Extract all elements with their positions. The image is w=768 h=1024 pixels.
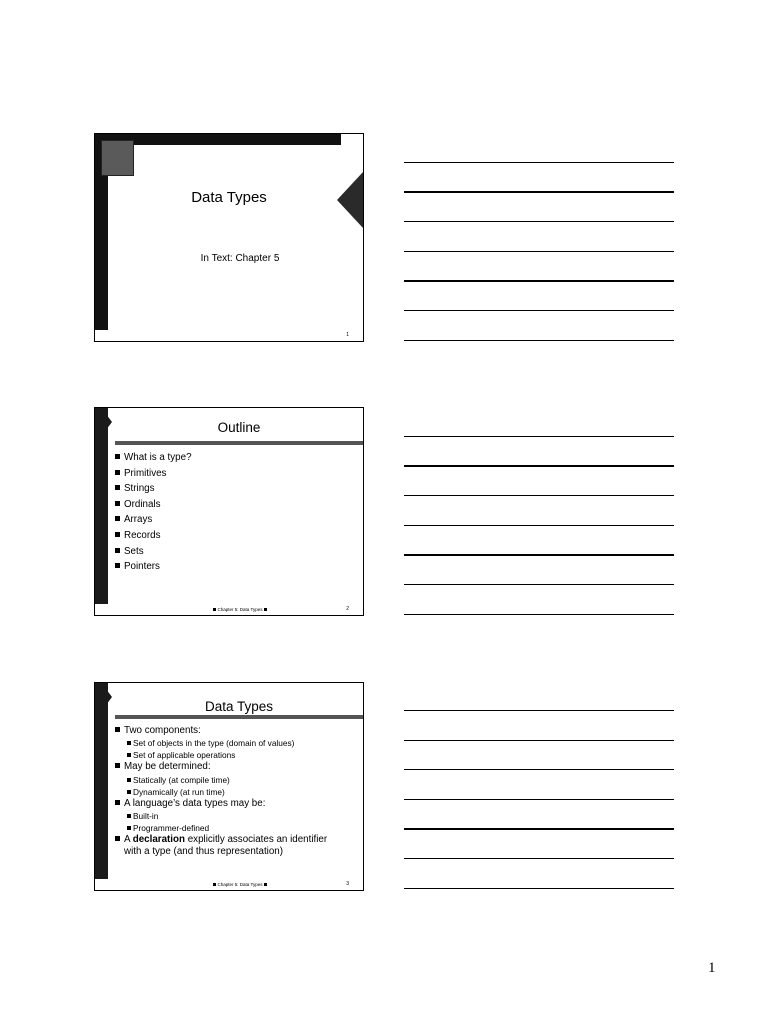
footer-bullet-icon — [264, 883, 267, 886]
bullet-icon — [115, 548, 120, 553]
list-item-continuation: with a type (and thus representation) — [124, 846, 284, 858]
bullet-icon — [127, 814, 131, 818]
list-item: Arrays — [115, 512, 192, 528]
list-item: Ordinals — [115, 497, 192, 513]
note-line — [404, 436, 674, 437]
slide-3-left-stripe — [95, 683, 108, 879]
bullet-icon — [115, 485, 120, 490]
declaration-term: declaration — [132, 833, 185, 845]
list-item: Strings — [115, 481, 192, 497]
slide-2-title: Outline — [217, 420, 261, 435]
bullet-icon — [115, 516, 120, 521]
note-line — [404, 799, 674, 800]
bullet-icon — [127, 826, 131, 830]
slide-3-title: Data Types — [204, 699, 274, 714]
list-item: May be determined: — [115, 761, 327, 773]
bullet-icon — [115, 454, 120, 459]
slide-1-subtitle: In Text: Chapter 5 — [200, 253, 280, 264]
bullet-icon — [115, 763, 120, 768]
note-line — [404, 191, 674, 193]
sub-list-item: Statically (at compile time) — [115, 774, 327, 786]
footer-bullet-icon — [213, 608, 216, 611]
slide-1-corner-square — [101, 140, 134, 176]
sub-list-item: Dynamically (at run time) — [115, 786, 327, 798]
page-number: 1 — [708, 960, 716, 976]
note-line — [404, 495, 674, 496]
note-line — [404, 740, 674, 741]
list-item: What is a type? — [115, 450, 192, 466]
note-line — [404, 710, 674, 711]
bullet-icon — [115, 563, 120, 568]
list-item: A declaration explicitly associates an identifier — [115, 834, 327, 846]
slide-3-bullet-list — [115, 725, 327, 858]
list-item: Primitives — [115, 466, 192, 482]
note-line — [404, 614, 674, 615]
bullet-icon — [127, 741, 131, 745]
bullet-icon — [127, 790, 131, 794]
footer-bullet-icon — [213, 883, 216, 886]
note-line — [404, 769, 674, 770]
slide-2-bullet-list — [115, 450, 192, 575]
list-item: A language’s data types may be: — [115, 798, 327, 810]
bullet-icon — [127, 753, 131, 757]
footer-bullet-icon — [264, 608, 267, 611]
bullet-icon — [115, 470, 120, 475]
note-line — [404, 554, 674, 556]
bullet-icon — [115, 727, 120, 732]
sub-list-item: Set of objects in the type (domain of values) — [115, 737, 327, 749]
note-line — [404, 525, 674, 526]
slide-2 — [94, 407, 364, 616]
slide-1-number: 1 — [346, 332, 349, 338]
list-item: Two components: — [115, 725, 327, 737]
note-line — [404, 280, 674, 282]
slide-3-notch — [106, 689, 112, 705]
note-line — [404, 465, 674, 467]
note-line — [404, 340, 674, 341]
note-line — [404, 162, 674, 163]
list-item: Pointers — [115, 559, 192, 575]
note-line — [404, 251, 674, 252]
bullet-icon — [115, 501, 120, 506]
list-item: Sets — [115, 544, 192, 560]
bullet-icon — [115, 532, 120, 537]
slide-1-title: Data Types — [191, 189, 267, 206]
slide-2-number: 2 — [346, 606, 349, 612]
slide-2-title-rule — [115, 441, 363, 445]
bullet-icon — [115, 800, 120, 805]
note-line — [404, 310, 674, 311]
note-line — [404, 858, 674, 859]
sub-list-item: Set of applicable operations — [115, 749, 327, 761]
note-line — [404, 584, 674, 585]
note-line — [404, 828, 674, 830]
slide-2-notch — [106, 414, 112, 430]
sub-list-item: Programmer-defined — [115, 822, 327, 834]
slide-3-title-rule — [115, 715, 363, 719]
note-line — [404, 221, 674, 222]
slide-3-footer: Chapter 5: Data Types — [95, 882, 364, 887]
note-line — [404, 888, 674, 889]
slide-1 — [94, 133, 364, 342]
bullet-icon — [115, 836, 120, 841]
sub-list-item: Built-in — [115, 810, 327, 822]
slide-2-left-stripe — [95, 408, 108, 604]
bullet-icon — [127, 778, 131, 782]
slide-2-footer: Chapter 5: Data Types — [95, 607, 364, 612]
list-item: Records — [115, 528, 192, 544]
slide-3-number: 3 — [346, 881, 349, 887]
slide-3 — [94, 682, 364, 891]
